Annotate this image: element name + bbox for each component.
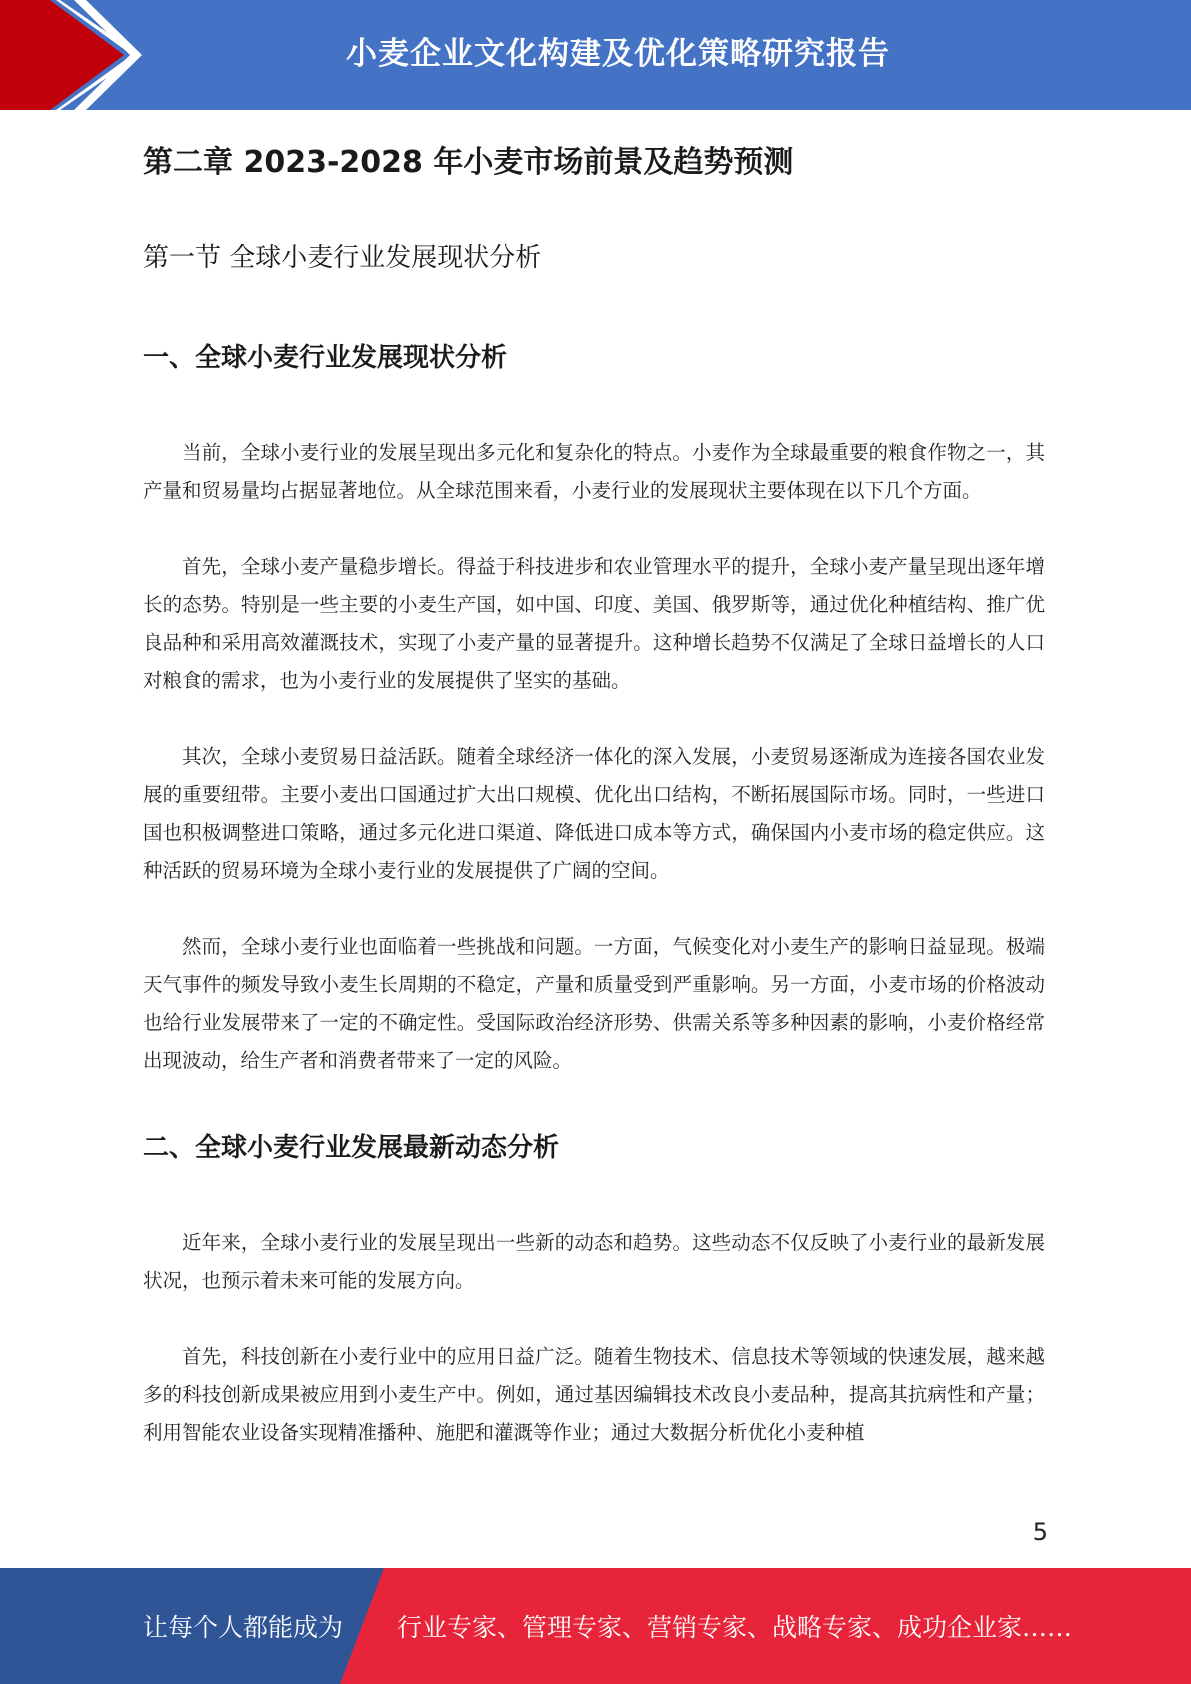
paragraph: 近年来，全球小麦行业的发展呈现出一些新的动态和趋势。这些动态不仅反映了小麦行业的最新发展状况，也预示着未来可能的发展方向。	[143, 1231, 1045, 1292]
paragraph: 首先，全球小麦产量稳步增长。得益于科技进步和农业管理水平的提升，全球小麦产量呈现出逐年增长的态势。特别是一些主要的小麦生产国，如中国、印度、美国、俄罗斯等，通过优化种植结构、推广优良品种和采用高效灌溉技术，实现了小麦产量的显著提升。这种增长趋势不仅满足了全球日益增长的人口对粮食的需求，也为小麦行业的发展提供了坚实的基础。	[143, 555, 1045, 692]
paragraph: 然而，全球小麦行业也面临着一些挑战和问题。一方面，气候变化对小麦生产的影响日益显现。极端天气事件的频发导致小麦生长周期的不稳定，产量和质量受到严重影响。另一方面，小麦市场的价格波动也给行业发展带来了一定的不确定性。受国际政治经济形势、供需关系等多种因素的影响，小麦价格经常出现波动，给生产者和消费者带来了一定的风险。	[143, 935, 1045, 1072]
document-body	[143, 110, 1045, 1452]
report-title: 小麦企业文化构建及优化策略研究报告	[346, 35, 890, 72]
paragraph: 当前，全球小麦行业的发展呈现出多元化和复杂化的特点。小麦作为全球最重要的粮食作物之一，其产量和贸易量均占据显著地位。从全球范围来看，小麦行业的发展现状主要体现在以下几个方面。	[143, 441, 1045, 502]
page-footer	[0, 1568, 1191, 1684]
page-header	[0, 0, 1191, 110]
subsection-title-2: 二、全球小麦行业发展最新动态分析	[143, 1133, 560, 1163]
paragraph: 其次，全球小麦贸易日益活跃。随着全球经济一体化的深入发展，小麦贸易逐渐成为连接各国农业发展的重要纽带。主要小麦出口国通过扩大出口规模、优化出口结构，不断拓展国际市场。同时，一些进口国也积极调整进口策略，通过多元化进口渠道、降低进口成本等方式，确保国内小麦市场的稳定供应。这种活跃的贸易环境为全球小麦行业的发展提供了广阔的空间。	[143, 745, 1045, 882]
section-title: 第一节 全球小麦行业发展现状分析	[143, 243, 542, 273]
chapter-title: 第二章 2023-2028 年小麦市场前景及趋势预测	[143, 145, 794, 180]
subsection-title-1: 一、全球小麦行业发展现状分析	[143, 343, 508, 373]
page-number: 5	[1032, 1518, 1048, 1546]
paragraph: 首先，科技创新在小麦行业中的应用日益广泛。随着生物技术、信息技术等领域的快速发展，越来越多的科技创新成果被应用到小麦生产中。例如，通过基因编辑技术改良小麦品种，提高其抗病性和产量；利用智能农业设备实现精准播种、施肥和灌溉等作业；通过大数据分析优化小麦种植	[143, 1345, 1045, 1444]
footer-slogan-right: 行业专家、管理专家、营销专家、战略专家、成功企业家……	[397, 1613, 1073, 1642]
footer-slogan-left: 让每个人都能成为	[143, 1613, 344, 1642]
